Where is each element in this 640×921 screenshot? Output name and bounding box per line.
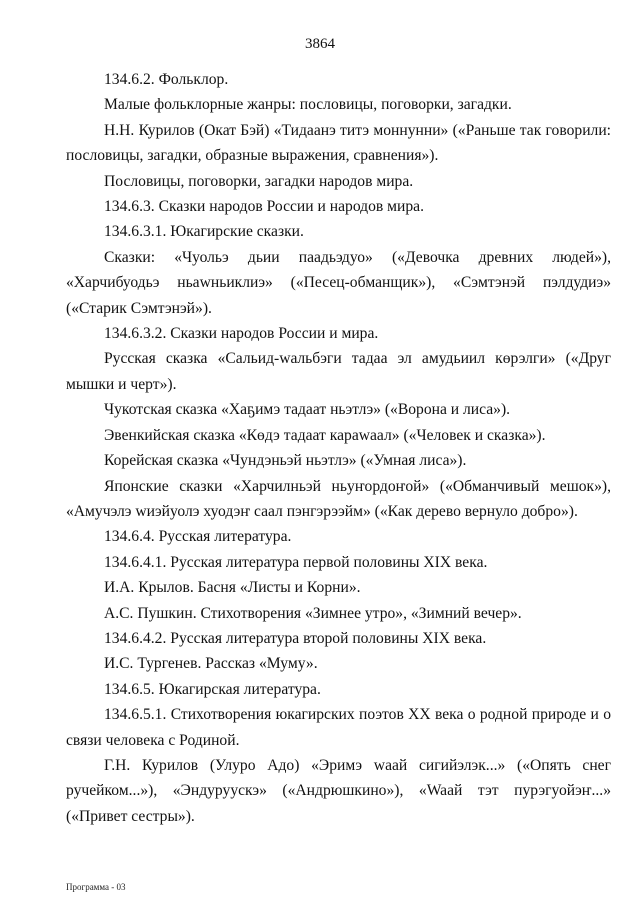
section-heading: 134.6.4.1. Русская литература первой половины XIX века.	[104, 553, 488, 571]
document-body	[66, 67, 611, 829]
paragraph: Эвенкийская сказка «Көдэ тадаат караwаал» («Человек и сказка»).	[104, 426, 546, 444]
section-heading: 134.6.2. Фольклор.	[104, 71, 229, 88]
paragraph: Корейская сказка «Чундэньэй ньэтлэ» («Умная лиса»).	[104, 452, 467, 470]
section-heading: 134.6.3.2. Сказки народов России и мира.	[104, 325, 379, 343]
paragraph: Пословицы, поговорки, загадки народов мира.	[104, 172, 414, 190]
paragraph: А.С. Пушкин. Стихотворения «Зимнее утро», «Зимний вечер».	[104, 604, 522, 622]
paragraph: И.С. Тургенев. Рассказ «Муму».	[104, 655, 318, 673]
paragraph: Малые фольклорные жанры: пословицы, поговорки, загадки.	[104, 96, 512, 114]
paragraph: Н.Н. Курилов (Окат Бэй) «Тидаанэ титэ моннунни» («Раньше так говорили: пословицы, загадки, образные выражения, сравнения»).	[66, 121, 611, 165]
page-footer: Программа - 03	[66, 882, 126, 892]
paragraph: Японские сказки «Харчилньэй ньуҥордоҥой» («Обманчивый мешок»), «Амучэлэ wиэйуолэ хуодэҥ саал пэнгэрээйм» («Как дерево вернуло добро»).	[66, 477, 611, 520]
section-heading: 134.6.4. Русская литература.	[104, 528, 292, 546]
paragraph: Г.Н. Курилов (Улуро Адо) «Эримэ waай сигийэлэк...» («Опять снег ручейком...»), «Эндуруускэ» («Андрюшкино»), «Waай тэт пурэгуойэҥ...» («Привет сестры»).	[66, 756, 611, 825]
paragraph: Сказки: «Чуольэ дьии паадьэдуо» («Девочка древних людей»), «Харчибуодьэ ньаwньиклиэ» («Песец-обманщик»), «Сэмтэнэй пэлдудиэ» («Старик Сэмтэнэй»).	[66, 248, 611, 317]
section-heading: 134.6.5.1. Стихотворения юкагирских поэтов XX века о родной природе и о связи человека с Родиной.	[66, 706, 611, 749]
section-heading: 134.6.3.1. Юкагирские сказки.	[104, 223, 304, 241]
section-heading: 134.6.3. Сказки народов России и народов мира.	[104, 198, 424, 216]
section-heading: 134.6.4.2. Русская литература второй половины XIX века.	[104, 629, 487, 647]
paragraph: И.А. Крылов. Басня «Листы и Корни».	[104, 579, 361, 597]
page-number: 3864	[305, 36, 335, 52]
paragraph: Русская сказка «Сальид-waльбэги тадаа эл амудьиил көрэлги» («Друг мышки и черт»).	[66, 350, 611, 393]
section-heading: 134.6.5. Юкагирская литература.	[104, 680, 321, 698]
paragraph: Чукотская сказка «Хаҕимэ тадаат ньэтлэ» («Ворона и лиса»).	[104, 401, 511, 419]
